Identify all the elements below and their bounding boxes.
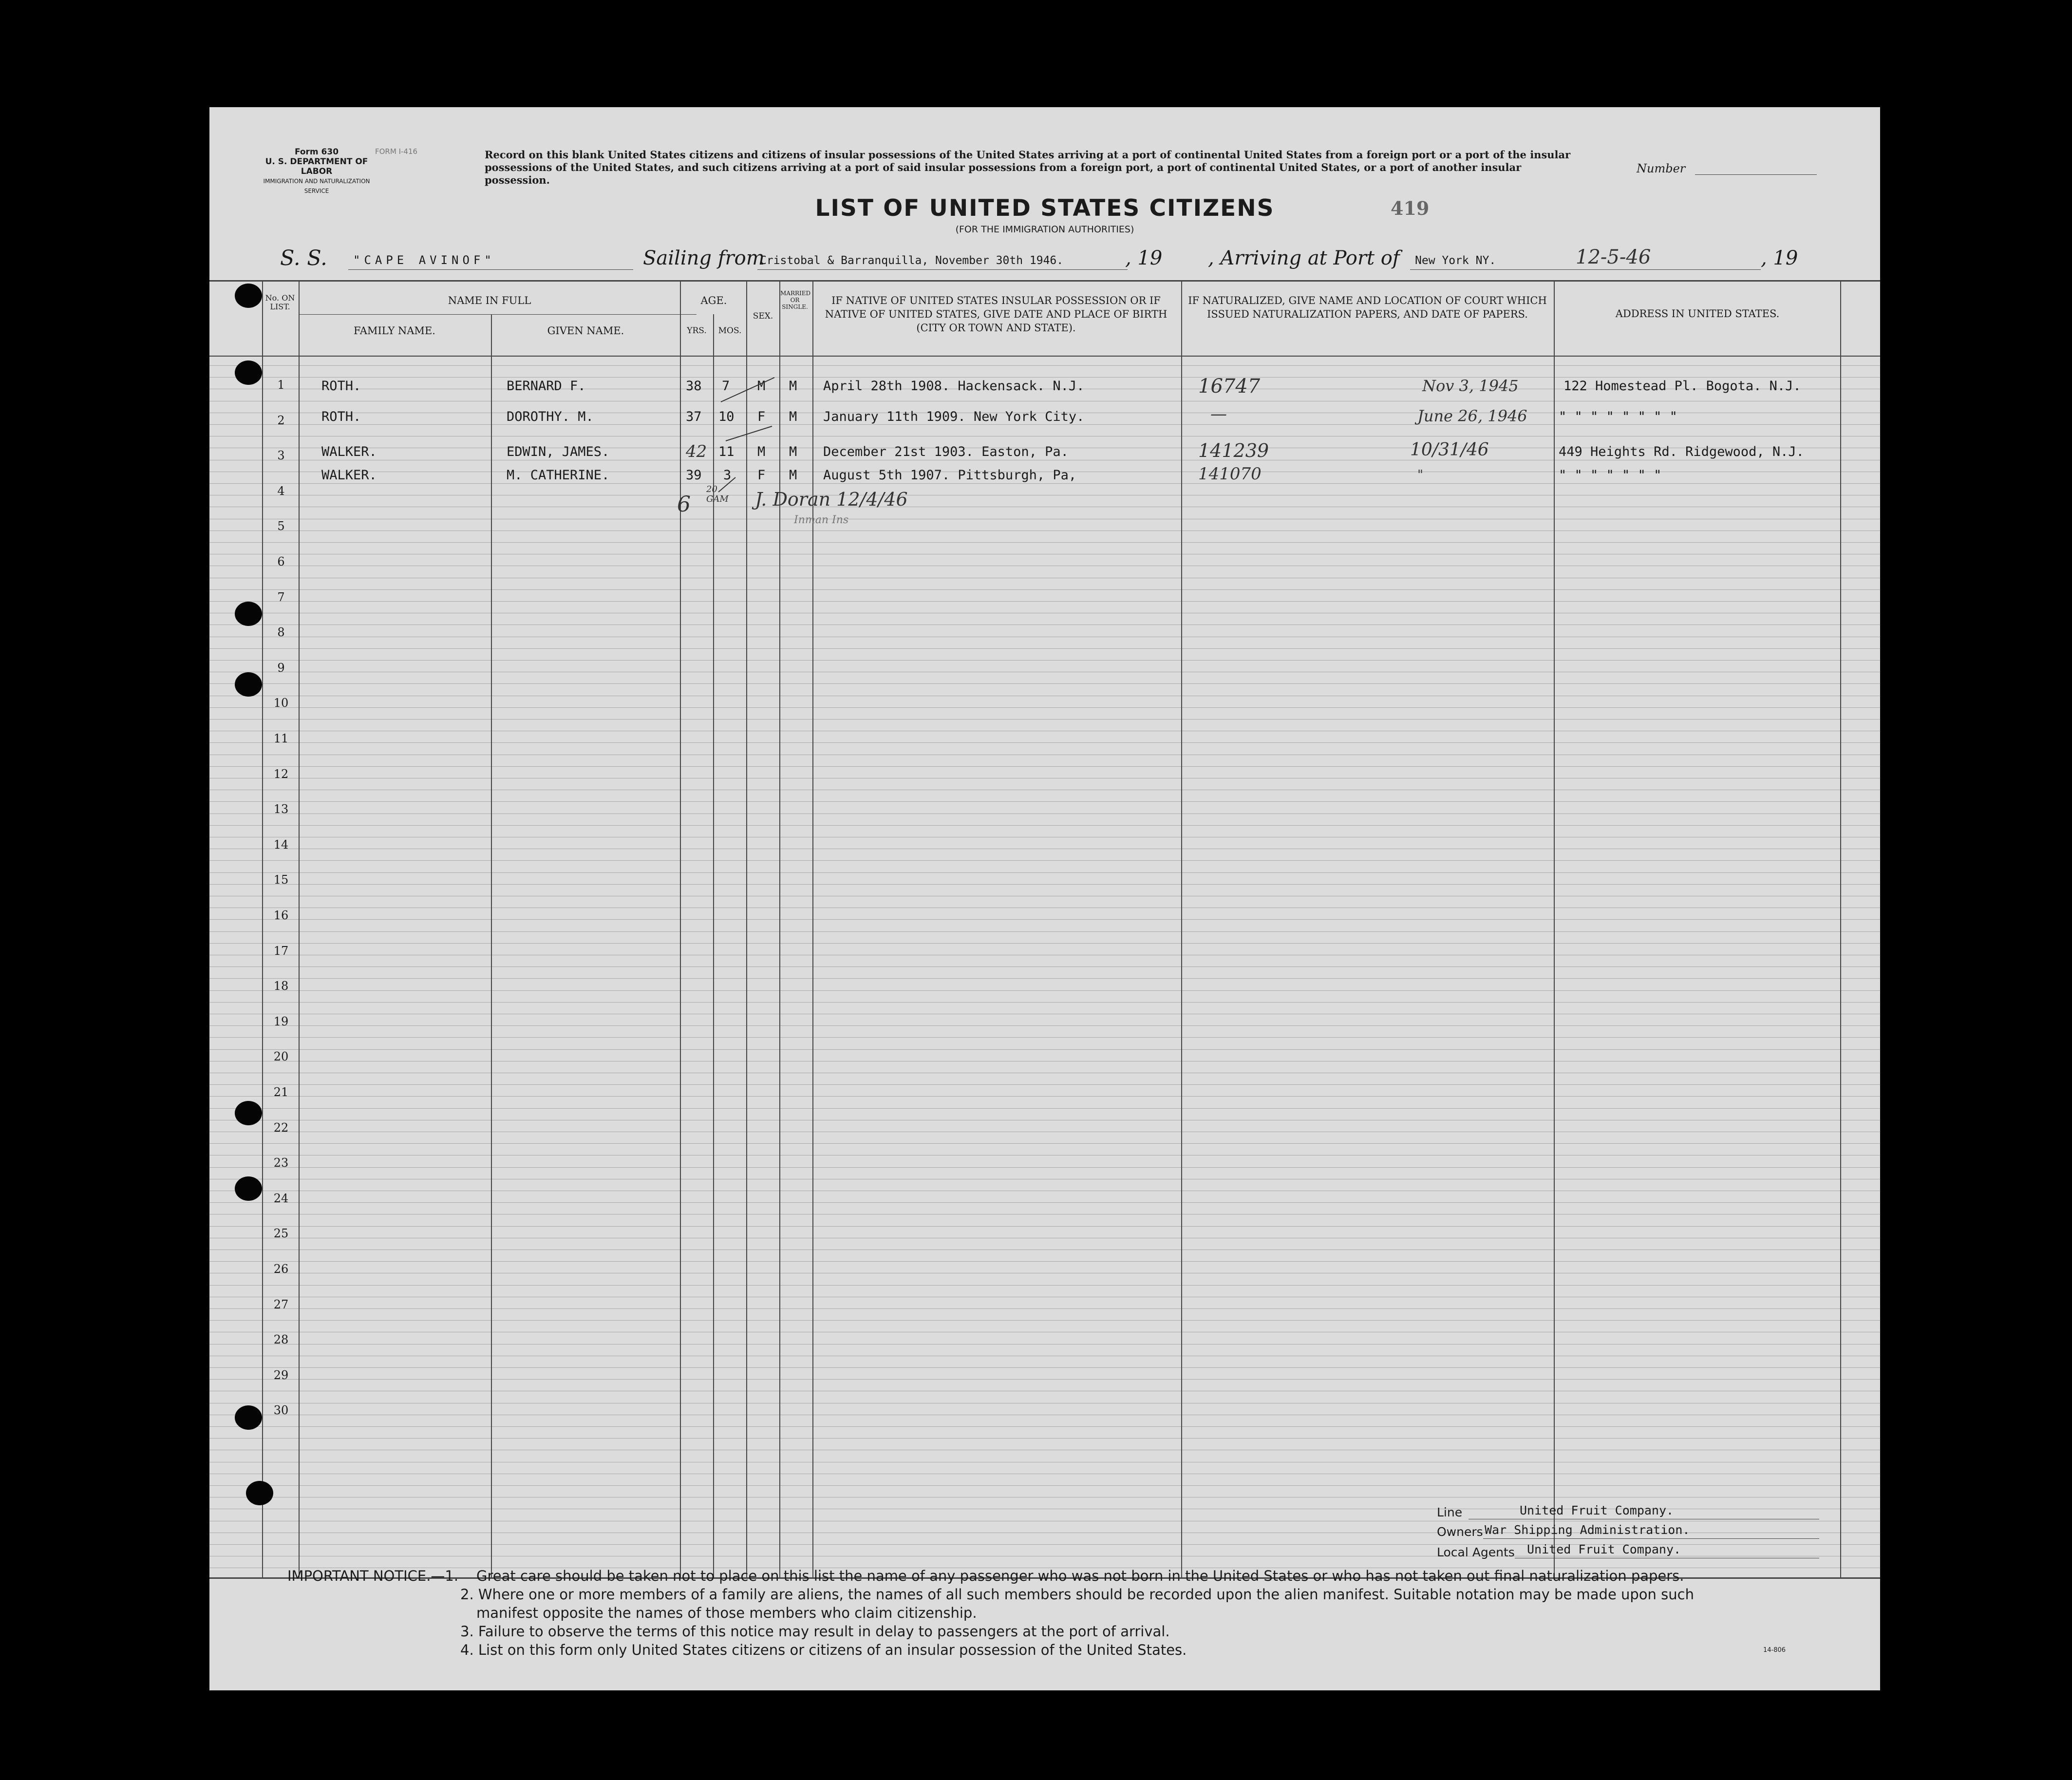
line-value: United Fruit Company. <box>1520 1503 1674 1517</box>
row-number: 2 <box>277 413 285 427</box>
owners-label: Owners <box>1437 1525 1483 1539</box>
notice-4: 4. List on this form only United States citizens or citizens of an insular possession of the United States. <box>460 1642 1187 1658</box>
ruled-line <box>209 483 1880 484</box>
col-name-header: NAME IN FULL <box>448 295 531 306</box>
col-sex-header: SEX. <box>753 311 773 321</box>
passenger-2-nat-no: — <box>1210 404 1227 424</box>
table-top-rule <box>209 280 1880 282</box>
row-number: 6 <box>277 555 285 568</box>
notice-2a: 2. Where one or more members of a family are aliens, the names of all such members should be recorded upon the alien manifest. Suitable notation may be made upon such <box>460 1586 1694 1603</box>
annotation-initials: Inman Ins <box>794 514 849 526</box>
row-number: 17 <box>273 944 289 958</box>
service-name: IMMIGRATION AND NATURALIZATION SERVICE <box>263 178 370 194</box>
punch-hole <box>235 602 262 626</box>
passenger-2-birth: January 11th 1909. New York City. <box>823 409 1085 424</box>
col-family-header: FAMILY NAME. <box>354 325 435 337</box>
punch-hole <box>235 360 262 385</box>
ruled-line <box>209 719 1880 720</box>
ruled-line <box>209 978 1880 979</box>
row-number: 15 <box>273 873 289 887</box>
ruled-line <box>209 1485 1880 1486</box>
col-divider <box>1840 280 1841 1578</box>
passenger-2-sex: F <box>757 409 766 424</box>
ruled-line <box>209 589 1880 590</box>
row-number: 5 <box>277 519 285 533</box>
agents-label: Local Agents <box>1437 1545 1515 1559</box>
year-label-2: , 19 <box>1761 247 1798 269</box>
ruled-line <box>209 542 1880 543</box>
ruled-line <box>209 1379 1880 1380</box>
agency-block <box>263 147 370 196</box>
passenger-3-nat-date: 10/31/46 <box>1410 440 1489 460</box>
col-address-header: ADDRESS IN UNITED STATES. <box>1615 308 1780 320</box>
arriving-label: , Arriving at Port of <box>1208 247 1400 269</box>
col-divider <box>680 280 681 1578</box>
row-number: 20 <box>273 1050 289 1064</box>
agents-value: United Fruit Company. <box>1527 1542 1681 1556</box>
notice-2b: manifest opposite the names of those members who claim citizenship. <box>476 1605 977 1621</box>
ss-label: S. S. <box>280 246 327 270</box>
punch-hole <box>235 284 262 308</box>
ship-name: "CAPE AVINOF" <box>353 253 495 267</box>
row-number: 28 <box>273 1333 289 1347</box>
passenger-1-nat-no: 16747 <box>1198 375 1261 398</box>
row-number: 19 <box>273 1014 289 1028</box>
ruled-line <box>209 377 1880 378</box>
ruled-line <box>209 1367 1880 1368</box>
row-number: 3 <box>277 449 285 463</box>
arriving-line <box>1410 269 1761 270</box>
passenger-4-nat-date: " <box>1417 468 1423 482</box>
stamp-number: 419 <box>1391 197 1430 219</box>
ruled-line <box>209 1202 1880 1203</box>
annotation-note: 20 GAM <box>706 484 729 504</box>
passenger-1-family: ROTH. <box>321 379 361 394</box>
manifest-sheet <box>209 107 1880 1690</box>
owners-underline <box>1483 1538 1819 1539</box>
ruled-line <box>209 648 1880 649</box>
col-naturalized-header: IF NATURALIZED, GIVE NAME AND LOCATION OF COURT WHICH ISSUED NATURALIZATION PAPERS, AND DATE OF PAPERS. <box>1188 295 1547 320</box>
passenger-4-marital: M <box>789 468 797 483</box>
line-label: Line <box>1437 1505 1463 1519</box>
ruled-line <box>209 943 1880 944</box>
passenger-3-birth: December 21st 1903. Easton, Pa. <box>823 444 1069 459</box>
print-code: 14-806 <box>1763 1647 1786 1654</box>
ruled-line <box>209 931 1880 932</box>
ruled-line <box>209 1049 1880 1050</box>
passenger-4-birth: August 5th 1907. Pittsburgh, Pa, <box>823 468 1077 483</box>
ruled-line <box>209 1096 1880 1097</box>
ruled-line <box>209 683 1880 684</box>
ruled-line <box>209 1426 1880 1427</box>
ruled-line <box>209 1108 1880 1109</box>
col-divider <box>1181 280 1182 1578</box>
notice-3: 3. Failure to observe the terms of this notice may result in delay to passengers at the port of arrival. <box>460 1623 1170 1640</box>
ruled-line <box>209 884 1880 885</box>
ruled-line <box>209 919 1880 920</box>
passenger-4-address: " " " " " " " <box>1559 468 1662 483</box>
ruled-line <box>209 1025 1880 1026</box>
passenger-2-nat-date: June 26, 1946 <box>1417 407 1527 425</box>
passenger-2-yrs: 37 <box>686 409 702 424</box>
passenger-1-birth: April 28th 1908. Hackensack. N.J. <box>823 379 1085 394</box>
passenger-1-marital: M <box>789 379 797 394</box>
passenger-3-marital: M <box>789 444 797 459</box>
sailing-from: Cristobal & Barranquilla, November 30th 1946. <box>760 254 1064 267</box>
ruled-line <box>209 365 1880 366</box>
annotation-count: 6 <box>677 492 691 517</box>
ruled-line <box>209 990 1880 991</box>
row-number: 27 <box>273 1297 289 1311</box>
row-number: 29 <box>273 1368 289 1382</box>
arriving-port: New York NY. <box>1415 254 1496 267</box>
ruled-line <box>209 1320 1880 1321</box>
col-yrs-header: YRS. <box>687 326 707 336</box>
passenger-4-family: WALKER. <box>321 468 377 483</box>
col-divider <box>299 280 300 1578</box>
passenger-3-sex: M <box>757 444 766 459</box>
ship-name-line <box>348 269 633 270</box>
ruled-line <box>209 707 1880 708</box>
ruled-line <box>209 766 1880 767</box>
department-name: U. S. DEPARTMENT OF LABOR <box>265 157 368 176</box>
number-label: Number <box>1637 162 1686 175</box>
ruled-line <box>209 1226 1880 1227</box>
passenger-2-marital: M <box>789 409 797 424</box>
col-divider <box>812 280 813 1578</box>
row-number: 26 <box>273 1262 289 1276</box>
row-number: 24 <box>273 1191 289 1205</box>
ruled-line <box>209 966 1880 967</box>
inspector-signature: J. Doran 12/4/46 <box>755 489 908 510</box>
punch-hole <box>235 672 262 697</box>
passenger-1-mos: 7 <box>722 379 730 394</box>
col-given-header: GIVEN NAME. <box>547 325 624 337</box>
passenger-4-nat-no: 141070 <box>1198 464 1262 484</box>
ruled-line <box>209 1308 1880 1309</box>
number-line <box>1695 174 1817 175</box>
ruled-line <box>209 530 1880 531</box>
page-subtitle: (FOR THE IMMIGRATION AUTHORITIES) <box>955 224 1134 235</box>
passenger-1-sex: M <box>757 379 766 394</box>
ruled-line <box>209 872 1880 873</box>
passenger-2-mos: 10 <box>718 409 735 424</box>
row-number: 16 <box>273 909 289 922</box>
ruled-line <box>209 825 1880 826</box>
passenger-1-yrs: 38 <box>686 379 702 394</box>
ruled-line <box>209 1002 1880 1003</box>
ruled-line <box>209 742 1880 743</box>
ruled-line <box>209 1261 1880 1262</box>
ruled-line <box>209 1438 1880 1439</box>
col-no-header: No. ON LIST. <box>265 293 295 311</box>
row-number: 4 <box>277 484 285 498</box>
row-number: 7 <box>277 590 285 604</box>
punch-hole <box>235 1101 262 1125</box>
ruled-line <box>209 1285 1880 1286</box>
tick-marks <box>716 373 784 494</box>
passenger-4-yrs: 39 <box>686 468 702 483</box>
row-number: 22 <box>273 1120 289 1135</box>
passenger-1-nat-date: Nov 3, 1945 <box>1422 377 1519 395</box>
punch-hole <box>246 1481 273 1505</box>
ruled-line <box>209 1037 1880 1038</box>
passenger-3-nat-no: 141239 <box>1198 440 1269 461</box>
row-number: 30 <box>273 1403 289 1418</box>
ruled-line <box>209 1143 1880 1144</box>
passenger-3-given: EDWIN, JAMES. <box>507 444 610 459</box>
instructions-text: Record on this blank United States citizens and citizens of insular possessions of the United States arriving at a port of continental United States from a foreign port or a port of the insular possessions of the United States, and such citizens arriving at a port of said insular possessions from a foreign port, a port of continental United States, or a port of another insular possession. <box>485 149 1571 186</box>
passenger-3-address: 449 Heights Rd. Ridgewood, N.J. <box>1559 444 1804 459</box>
row-number: 13 <box>273 802 289 816</box>
row-number: 8 <box>277 625 285 640</box>
ruled-line <box>209 601 1880 602</box>
passenger-3-mos: 11 <box>718 444 735 459</box>
sailing-label: Sailing from <box>643 247 765 269</box>
form-alt: FORM I-416 <box>375 147 418 156</box>
passenger-3-family: WALKER. <box>321 444 377 459</box>
col-age-header: AGE. <box>700 295 727 306</box>
col-mos-header: MOS. <box>718 326 742 336</box>
ruled-line <box>209 1167 1880 1168</box>
row-number: 9 <box>277 661 285 675</box>
ruled-line <box>209 1084 1880 1085</box>
arrival-date-handwritten: 12-5-46 <box>1576 246 1651 268</box>
owners-value: War Shipping Administration. <box>1485 1523 1690 1537</box>
row-number: 25 <box>273 1227 289 1241</box>
row-number: 23 <box>273 1156 289 1170</box>
col-divider <box>262 280 263 1578</box>
ruled-line <box>209 424 1880 425</box>
row-number: 11 <box>273 732 289 745</box>
header-bottom-rule <box>209 356 1880 357</box>
row-number: 21 <box>273 1085 289 1099</box>
row-number: 18 <box>273 979 289 993</box>
ruled-line <box>209 660 1880 661</box>
notice-1: Great care should be taken not to place on this list the name of any passenger who was not born in the United States or who has not taken out final naturalization papers. <box>476 1568 1684 1584</box>
passenger-2-given: DOROTHY. M. <box>507 409 594 424</box>
passenger-table <box>209 280 1880 1578</box>
row-number: 10 <box>273 696 289 710</box>
passenger-1-given: BERNARD F. <box>507 379 586 394</box>
passenger-3-yrs: 42 <box>686 442 707 461</box>
ruled-line <box>209 801 1880 802</box>
col-birth-header: IF NATIVE OF UNITED STATES INSULAR POSSESSION OR IF NATIVE OF UNITED STATES, GIVE DATE AND PLACE OF BIRTH (CITY OR TOWN AND STATE). <box>825 295 1168 334</box>
row-number: 14 <box>273 837 289 852</box>
passenger-1-address: 122 Homestead Pl. Bogota. N.J. <box>1563 379 1801 394</box>
sailing-line <box>757 269 1128 270</box>
passenger-4-sex: F <box>757 468 766 483</box>
punch-hole <box>235 1405 262 1430</box>
passenger-4-mos: 3 <box>723 468 732 483</box>
ruled-line <box>209 860 1880 861</box>
year-label-1: , 19 <box>1125 247 1163 269</box>
form-number: Form 630 <box>294 147 339 157</box>
passenger-2-address: " " " " " " " " <box>1559 409 1677 424</box>
name-header-rule <box>300 314 697 315</box>
col-divider <box>1554 280 1555 1578</box>
passenger-2-family: ROTH. <box>321 409 361 424</box>
col-married-header: MARRIED OR SINGLE. <box>780 290 811 310</box>
punch-hole <box>235 1176 262 1201</box>
row-number: 12 <box>273 767 289 781</box>
col-divider <box>491 314 492 1578</box>
row-number: 1 <box>277 378 285 392</box>
page-title: LIST OF UNITED STATES CITIZENS <box>815 195 1275 222</box>
passenger-4-given: M. CATHERINE. <box>507 468 610 483</box>
notice-title: IMPORTANT NOTICE.—1. <box>287 1568 459 1584</box>
